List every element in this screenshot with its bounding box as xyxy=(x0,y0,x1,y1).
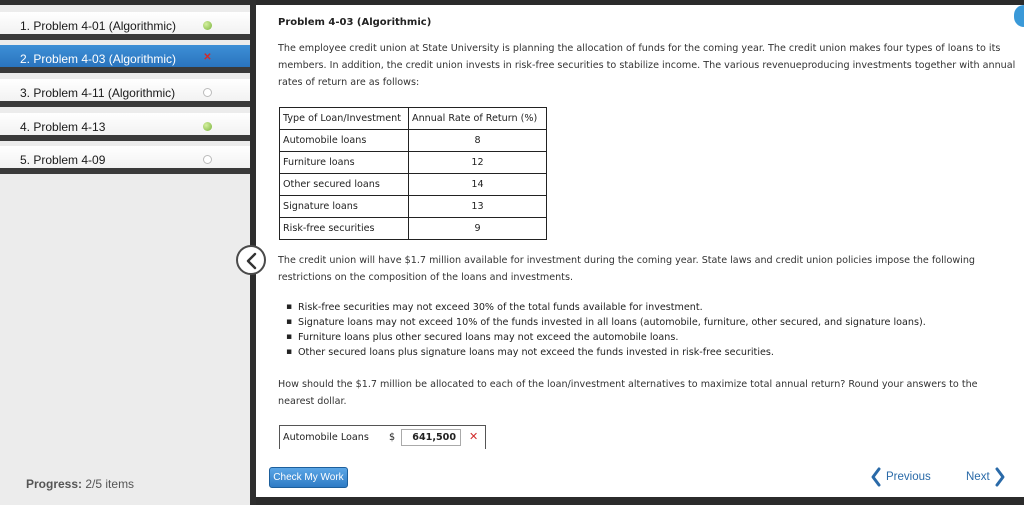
progress-value: 2/5 items xyxy=(85,477,135,491)
sidebar-item-label: 1. Problem 4-01 (Algorithmic) xyxy=(20,19,177,33)
bottom-bar xyxy=(256,497,1024,505)
incorrect-status-icon: ✕ xyxy=(203,52,212,63)
table-cell-rate: 9 xyxy=(409,218,547,240)
table-row xyxy=(280,218,547,240)
table-cell-type: Other secured loans xyxy=(280,174,409,196)
progress-indicator xyxy=(26,477,134,491)
problem-intro: The employee credit union at State University is planning the allocation of funds for the coming year. The credit union makes four types of loans to its members. In addition, the credit union invests in risk-free securities to stabilize income. The various revenueproducing investments together with annual rates of return are as follows: xyxy=(278,43,1016,88)
next-button[interactable] xyxy=(966,466,990,488)
table-row xyxy=(280,196,547,218)
list-item: ▪ Risk-free securities may not exceed 30% of the total funds available for investment. xyxy=(286,300,926,315)
problem-title: Problem 4-03 (Algorithmic) xyxy=(278,17,432,28)
restrictions-list xyxy=(286,300,926,360)
not-started-status-icon xyxy=(203,88,212,97)
sidebar-top-strip xyxy=(0,0,252,5)
chevron-left-icon xyxy=(870,466,882,488)
sidebar-item-label: 4. Problem 4-13 xyxy=(20,120,106,134)
assignment-sidebar xyxy=(0,0,252,505)
table-header: Annual Rate of Return (%) xyxy=(409,108,547,130)
check-my-work-button[interactable]: Check My Work xyxy=(269,467,348,488)
completed-status-icon xyxy=(203,21,212,30)
previous-button[interactable] xyxy=(870,466,931,488)
sidebar-item-problem-4-01[interactable] xyxy=(0,12,250,40)
sidebar-item-label: 3. Problem 4-11 (Algorithmic) xyxy=(20,86,176,100)
table-cell-type: Automobile loans xyxy=(280,130,409,152)
previous-label: Previous xyxy=(886,471,931,483)
rates-table xyxy=(279,107,547,240)
completed-status-icon xyxy=(203,122,212,131)
not-started-status-icon xyxy=(203,155,212,164)
sidebar-item-problem-4-13[interactable] xyxy=(0,113,250,141)
list-item: ▪ Furniture loans plus other secured loans may not exceed the automobile loans. xyxy=(286,330,926,345)
table-cell-rate: 12 xyxy=(409,152,547,174)
chevron-right-icon xyxy=(994,466,1006,488)
sidebar-item-problem-4-03[interactable] xyxy=(0,45,250,73)
automobile-loans-input[interactable] xyxy=(401,429,461,446)
table-cell-rate: 13 xyxy=(409,196,547,218)
problem-constraints-intro: The credit union will have $1.7 million available for investment during the coming year. State laws and credit union policies impose the following restrictions on the composition of the loans and investments. xyxy=(278,255,976,283)
sidebar-item-problem-4-11[interactable] xyxy=(0,79,250,107)
table-cell-rate: 8 xyxy=(409,130,547,152)
table-header: Type of Loan/Investment xyxy=(280,108,409,130)
progress-label: Progress: xyxy=(26,477,83,491)
table-cell-rate: 14 xyxy=(409,174,547,196)
next-label: Next xyxy=(966,471,990,483)
list-item: ▪ Other secured loans plus signature loans may not exceed the funds invested in risk-free securities. xyxy=(286,345,926,360)
table-cell-type: Furniture loans xyxy=(280,152,409,174)
list-item: ▪ Signature loans may not exceed 10% of the funds invested in all loans (automobile, furniture, other secured, and signature loans). xyxy=(286,315,926,330)
table-row xyxy=(280,174,547,196)
sidebar-item-problem-4-09[interactable] xyxy=(0,146,250,174)
table-header-row xyxy=(280,108,547,130)
chevron-left-icon xyxy=(244,252,260,270)
table-row xyxy=(280,130,547,152)
incorrect-mark-icon: ✕ xyxy=(469,430,479,443)
sidebar-item-label: 5. Problem 4-09 xyxy=(20,153,106,167)
problem-question: How should the $1.7 million be allocated to each of the loan/investment alternatives to maximize total annual return? Round your answers to the nearest dollar. xyxy=(278,379,978,407)
collapse-sidebar-button[interactable] xyxy=(236,245,266,275)
table-row xyxy=(280,152,547,174)
table-cell-type: Risk-free securities xyxy=(280,218,409,240)
answer-row-automobile-loans xyxy=(279,425,486,449)
sidebar-item-label: 2. Problem 4-03 (Algorithmic) xyxy=(20,52,177,66)
table-cell-type: Signature loans xyxy=(280,196,409,218)
currency-symbol: $ xyxy=(389,432,396,443)
answer-label: Automobile Loans xyxy=(283,432,369,443)
